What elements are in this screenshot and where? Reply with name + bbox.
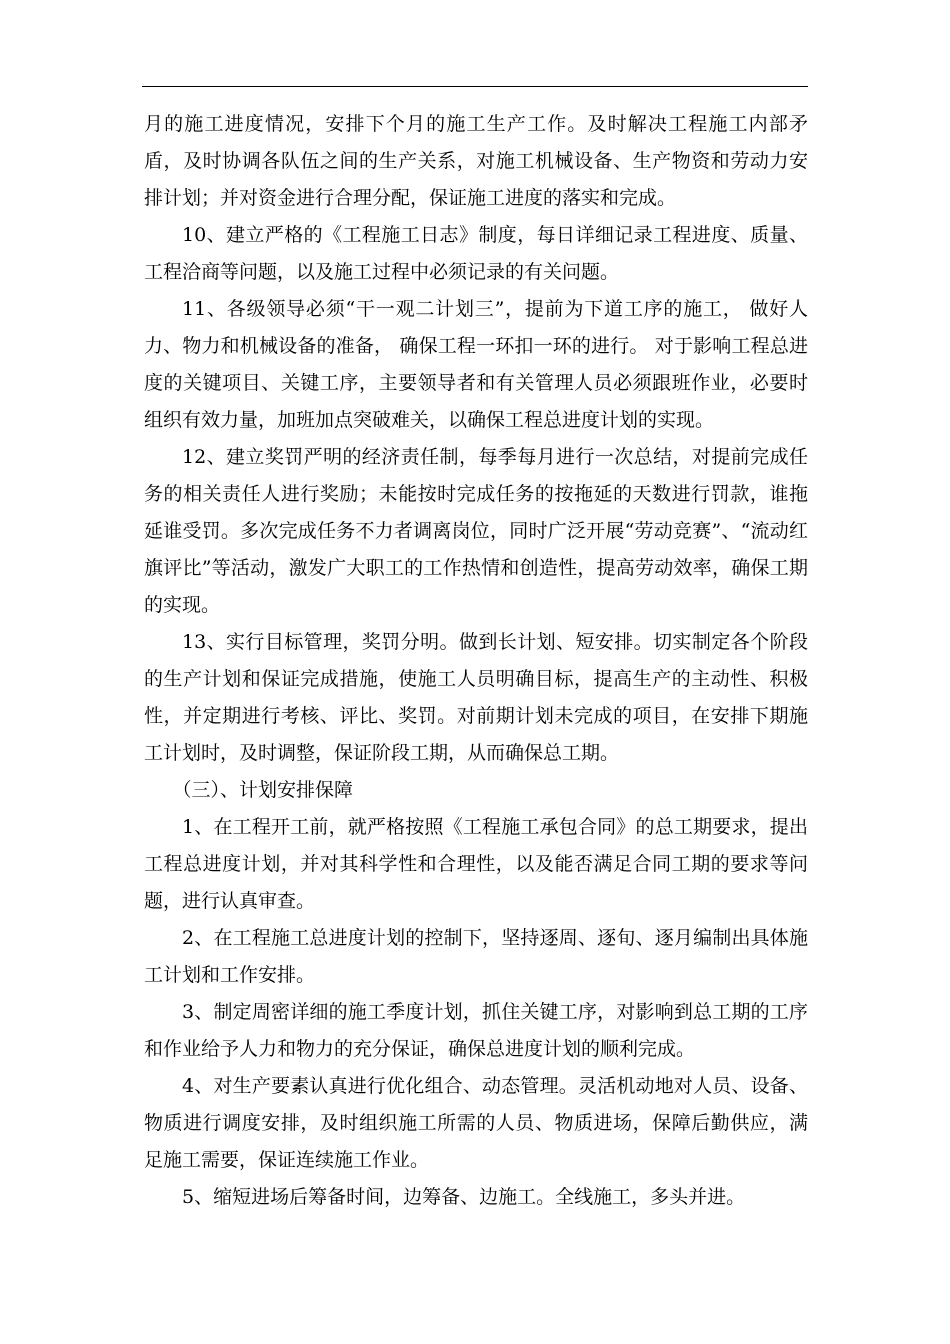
paragraph-item-1: 1、在工程开工前，就严格按照《工程施工承包合同》的总工期要求，提出工程总进度计划，并对其科学性和合理性，以及能否满足合同工期的要求等问题，进行认真审查。 — [144, 816, 808, 912]
paragraph-item-10: 10、建立严格的《工程施工日志》制度，每日详细记录工程进度、质量、工程洽商等问题，以及施工过程中必须记录的有关问题。 — [144, 224, 808, 283]
paragraph-item-4: 4、对生产要素认真进行优化组合、动态管理。灵活机动地对人员、设备、物质进行调度安排，及时组织施工所需的人员、物质进场，保障后勤供应，满足施工需要，保证连续施工作业。 — [144, 1075, 808, 1171]
paragraph-item-3: 3、制定周密详细的施工季度计划，抓住关键工序，对影响到总工期的工序和作业给予人力和物力的充分保证，确保总进度计划的顺利完成。 — [144, 1001, 808, 1060]
paragraph-item-12: 12、建立奖罚严明的经济责任制，每季每月进行一次总结，对提前完成任务的相关责任人进行奖励；未能按时完成任务的按拖延的天数进行罚款，谁拖延谁受罚。多次完成任务不力者调离岗位，同时广泛开展“劳动竞赛”、“流动红旗评比”等活动，激发广大职工的工作热情和创造性，提高劳动效率，确保工期的实现。 — [144, 446, 808, 616]
paragraph-continued: 月的施工进度情况，安排下个月的施工生产工作。及时解决工程施工内部矛盾，及时协调各队伍之间的生产关系，对施工机械设备、生产物资和劳动力安排计划；并对资金进行合理分配，保证施工进度的落实和完成。 — [144, 113, 808, 209]
paragraph-item-11: 11、各级领导必须“干一观二计划三”，提前为下道工序的施工， 做好人力、物力和机械设备的准备， 确保工程一环扣一环的进行。 对于影响工程总进度的关键项目、关键工序，主要领导者和有关管理人员必须跟班作业，必要时组织有效力量，加班加点突破难关，以确保工程总进度计划的实现。 — [144, 298, 808, 431]
body-text — [144, 106, 808, 1216]
header-rule — [142, 86, 808, 87]
paragraph-item-13: 13、实行目标管理，奖罚分明。做到长计划、短安排。切实制定各个阶段的生产计划和保证完成措施，使施工人员明确目标，提高生产的主动性、积极性，并定期进行考核、评比、奖罚。对前期计划未完成的项目，在安排下期施工计划时，及时调整，保证阶段工期，从而确保总工期。 — [144, 631, 808, 764]
paragraph-item-5: 5、缩短进场后筹备时间，边筹备、边施工。全线施工，多头并进。 — [182, 1186, 746, 1208]
paragraph-item-2: 2、在工程施工总进度计划的控制下，坚持逐周、逐旬、逐月编制出具体施工计划和工作安排。 — [144, 927, 808, 986]
section-heading: （三）、计划安排保障 — [172, 779, 354, 801]
